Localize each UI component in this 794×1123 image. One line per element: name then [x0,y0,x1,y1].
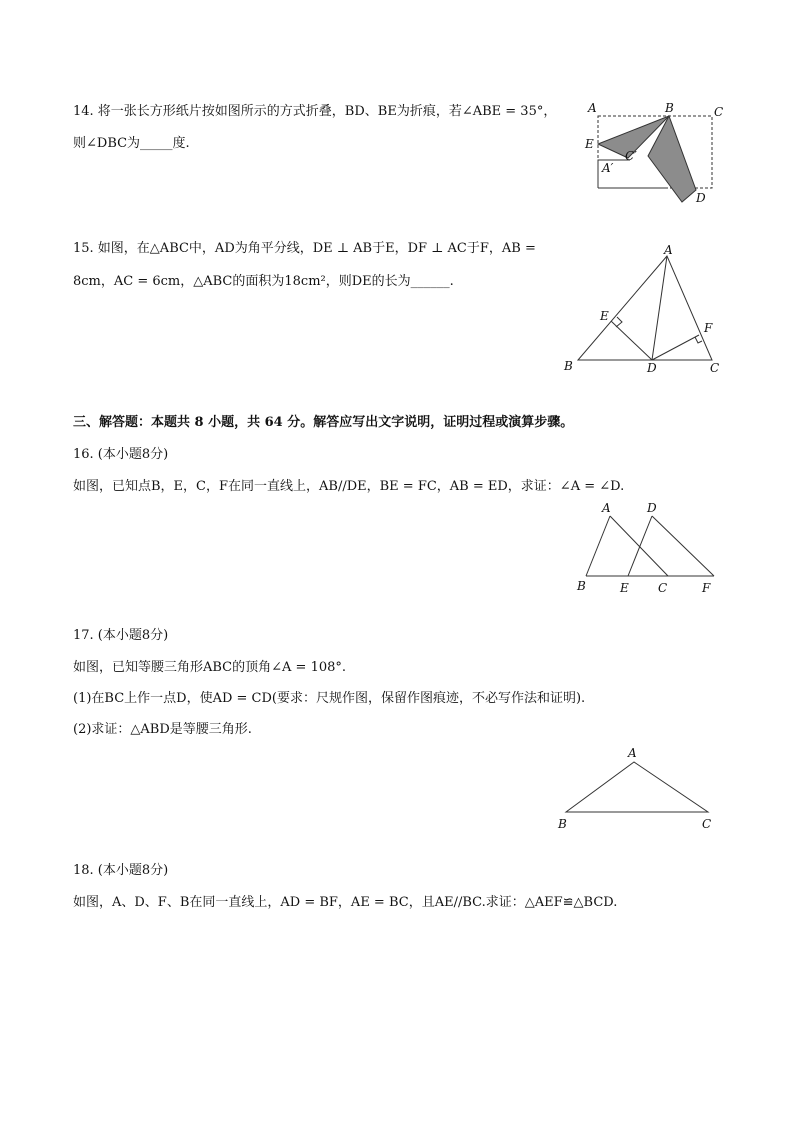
q16-segment-df [652,516,714,576]
section3-heading: 三、解答题：本题共 8 小题，共 64 分。解答应写出文字说明，证明过程或演算步骤。 [73,415,574,430]
q16-label-a: A [602,501,611,515]
q17-body: 如图，已知等腰三角形ABC的顶角∠A = 108°. [73,660,347,675]
q17-label-b: B [558,817,567,831]
q14-figure [578,98,728,206]
q16-label-c: C [658,581,668,595]
q15-label-f: F [704,321,713,335]
q16-title: 16. (本小题8分) [73,447,169,462]
q17-label-c: C [702,817,712,831]
q14-line2: 则∠DBC为_____度. [73,136,190,151]
q16-label-d: D [647,501,657,515]
q15-label-d: D [647,361,657,375]
q14-label-c: C [714,105,724,119]
q18-title: 18. (本小题8分) [73,863,169,878]
q16-segment-de [628,516,652,576]
q15-line2: 8cm，AC = 6cm，△ABC的面积为18cm²，则DE的长为______. [73,274,454,289]
q15-right-angle-e [616,317,622,327]
q16-body: 如图，已知点B，E，C，F在同一直线上，AB//DE，BE = FC，AB = ED，求证：∠A = ∠D. [73,479,625,494]
q17-triangle-abc [566,762,708,812]
q15-segment-de [611,321,652,360]
q16-label-b: B [577,579,586,593]
q17-part2: (2)求证：△ABD是等腰三角形. [73,722,252,737]
q18-body: 如图，A、D、F、B在同一直线上，AD = BF，AE = BC，且AE//BC.求证：△AEF≌△BCD. [73,895,618,910]
q16-label-e: E [620,581,629,595]
q15-triangle-abc [578,256,712,360]
q14-label-b: B [665,101,674,115]
q17-figure [552,742,722,834]
q14-label-c2: C′ [625,149,637,163]
q15-label-e: E [600,309,609,323]
q14-label-e: E [585,137,594,151]
q17-label-a: A [628,746,637,760]
q16-segment-ab [586,516,610,576]
q15-right-angle-f [695,337,702,343]
q15-label-a: A [664,243,673,257]
q14-line1: 14. 将一张长方形纸片按如图所示的方式折叠，BD、BE为折痕，若∠ABE = 35°， [73,104,557,119]
q15-label-b: B [564,359,573,373]
q17-title: 17. (本小题8分) [73,628,169,643]
q14-label-a: A [588,101,597,115]
q15-figure [560,242,730,378]
q14-label-d: D [696,191,706,205]
q15-label-c: C [710,361,720,375]
q16-figure [572,500,722,600]
q16-segment-ac [610,516,668,576]
q16-label-f: F [702,581,711,595]
q17-part1: (1)在BC上作一点D，使AD = CD(要求：尺规作图，保留作图痕迹，不必写作法和证明). [73,691,586,706]
q14-label-a2: A′ [602,161,614,175]
q15-segment-df [652,335,699,360]
q15-line1: 15. 如图，在△ABC中，AD为角平分线，DE ⊥ AB于E，DF ⊥ AC于F，AB = [73,241,536,256]
